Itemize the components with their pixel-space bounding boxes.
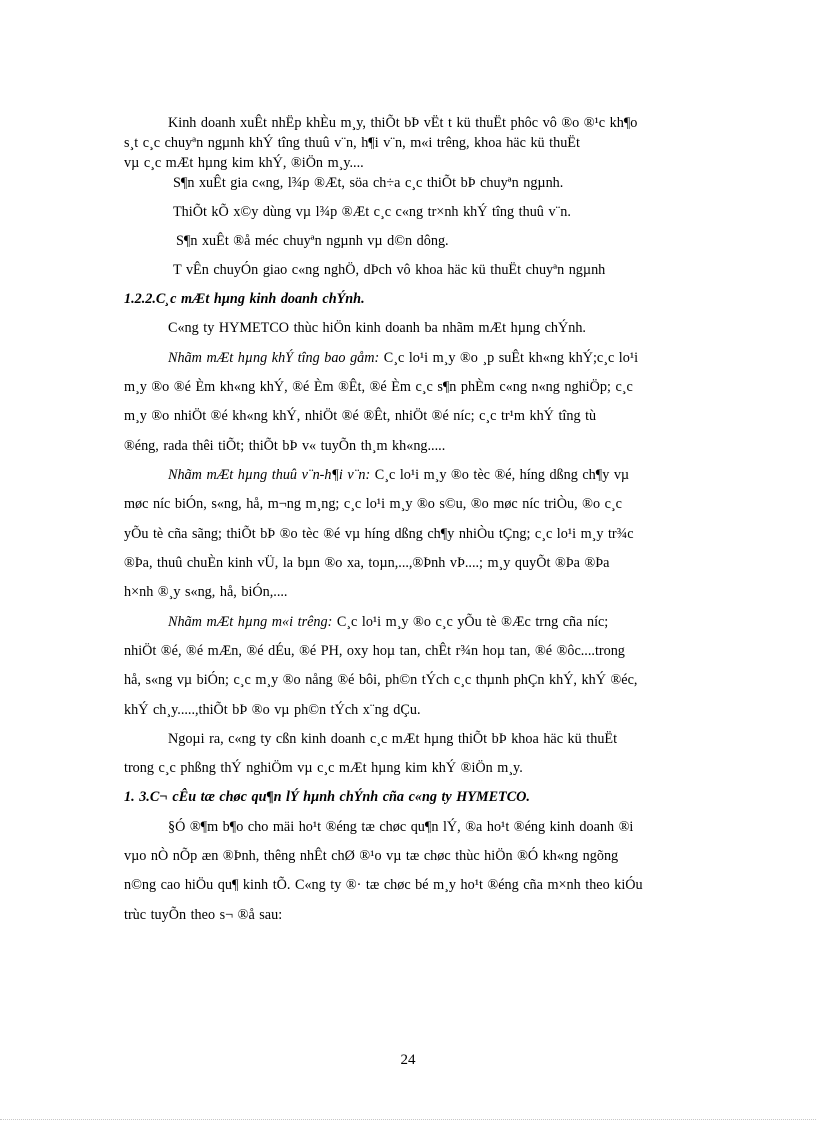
text-line [124, 554, 609, 572]
line-text: C¸c lo¹i m¸y ®o tèc ®é, híng dßng ch¶y vµ [370, 467, 630, 483]
text-line [124, 701, 421, 719]
text-line [124, 134, 580, 152]
text-line [124, 437, 445, 455]
text-line [168, 466, 629, 484]
text-line [176, 232, 449, 250]
line-text: m¸y ®o nhiÖt ®é kh«ng khÝ, nhiÖt ®é ®Êt, nhiÖt ®é níc; c¸c tr¹m khÝ tîng tù [124, 408, 597, 424]
text-line [124, 847, 618, 865]
inline-label: Nhãm mÆt hµng khÝ tîng bao gåm: [168, 350, 380, 366]
text-line [124, 876, 643, 894]
line-text: trùc tuyÕn theo s¬ ®å sau: [124, 907, 283, 923]
text-line [173, 261, 605, 279]
line-text: ®éng, rada thêi tiÕt; thiÕt bÞ v« tuyÕn th¸m kh«ng..... [124, 438, 446, 454]
text-line [168, 114, 637, 132]
line-text: hå, s«ng vµ biÓn; c¸c m¸y ®o nång ®é bôi, ph©n tÝch c¸c thµnh phÇn khÝ, khÝ ®éc, [124, 672, 638, 688]
line-text: møc níc biÓn, s«ng, hå, m¬ng m¸ng; c¸c lo¹i m¸y ®o s©u, ®o møc níc triÒu, ®o c¸c [124, 496, 622, 512]
line-text: Ngoµi ra, c«ng ty cßn kinh doanh c¸c mÆt hµng thiÕt bÞ khoa häc kü thuËt [168, 731, 618, 747]
line-text: S¶n xuÊt gia c«ng, l¾p ®Æt, söa ch÷a c¸c thiÕt bÞ chuyªn ngµnh. [173, 175, 564, 191]
line-text: n©ng cao hiÖu qu¶ kinh tÕ. C«ng ty ®· tæ chøc bé m¸y ho¹t ®éng cña m×nh theo kiÓu [124, 877, 643, 893]
text-line [124, 495, 622, 513]
text-line [124, 154, 364, 172]
page-number: 24 [400, 1052, 416, 1068]
line-text: ThiÕt kÕ x©y dùng vµ l¾p ®Æt c¸c c«ng tr×nh khÝ tîng thuû v¨n. [173, 204, 571, 220]
text-line [168, 349, 638, 367]
line-text: s¸t c¸c chuyªn ngµnh khÝ tîng thuû v¨n, h¶i v¨n, m«i trêng, khoa häc kü thuËt [124, 135, 580, 151]
line-text: nhiÖt ®é, ®é mÆn, ®é dÉu, ®é PH, oxy hoµ tan, chÊt r¾n hoµ tan, ®é ®ôc....trong [124, 643, 625, 659]
text-line [168, 613, 608, 631]
text-line [124, 906, 282, 924]
text-line [124, 759, 523, 777]
line-text: khÝ ch¸y.....,thiÕt bÞ ®o vµ ph©n tÝch x¨ng dÇu. [124, 702, 421, 718]
inline-label: Nhãm mÆt hµng thuû v¨n-h¶i v¨n: [168, 467, 371, 483]
text-line [124, 671, 637, 689]
text-line [124, 407, 596, 425]
section-heading [124, 290, 365, 308]
line-text: vµo nÒ nÕp æn ®Þnh, thêng nhÊt chØ ®¹o vµ tæ chøc thùc hiÖn ®Ó kh«ng ngõng [124, 848, 619, 864]
text-line [124, 583, 287, 601]
line-text: 1. 3.C¬ cÊu tæ chøc qu¶n lÝ hµnh chÝnh cña c«ng ty HYMETCO. [124, 789, 530, 805]
line-text: T vÊn chuyÓn giao c«ng nghÖ, dÞch vô khoa häc kü thuËt chuyªn ngµnh [173, 262, 606, 278]
line-text: m¸y ®o ®é Èm kh«ng khÝ, ®é Èm ®Êt, ®é Èm c¸c s¶n phÈm c«ng n«ng nghiÖp; c¸c [124, 379, 633, 395]
line-text: 1.2.2.C¸c mÆt hµng kinh doanh chÝnh. [124, 291, 365, 307]
text-line [124, 642, 625, 660]
line-text: yÕu tè cña sãng; thiÕt bÞ ®o tèc ®é vµ híng dßng ch¶y nhiÒu tÇng; c¸c lo¹i m¸y tr¾c [124, 526, 634, 542]
text-line [168, 818, 633, 836]
text-line [173, 203, 571, 221]
line-text: ®Þa, thuû chuÈn kinh vÜ, la bµn ®o xa, toµn,...,®Þnh vÞ....; m¸y quyÕt ®Þa ®Þa [124, 555, 610, 571]
line-text: trong c¸c phßng thÝ nghiÖm vµ c¸c mÆt hµng kim khÝ ®iÖn m¸y. [124, 760, 523, 776]
inline-label: Nhãm mÆt hµng m«i trêng: [168, 614, 333, 630]
text-line [173, 174, 563, 192]
line-text: h×nh ®¸y s«ng, hå, biÓn,.... [124, 584, 288, 600]
text-line [168, 730, 617, 748]
page-bottom-rule [0, 1119, 816, 1120]
line-text: C¸c lo¹i m¸y ®o c¸c yÕu tè ®Æc trng cña níc; [332, 614, 609, 630]
line-text: §Ó ®¶m b¶o cho mäi ho¹t ®éng tæ chøc qu¶n lÝ, ®a ho¹t ®éng kinh doanh ®i [168, 819, 634, 835]
section-heading [124, 788, 530, 806]
line-text: Kinh doanh xuÊt nhËp khÈu m¸y, thiÕt bÞ vËt t kü thuËt phôc vô ®o ®¹c kh¶o [168, 115, 638, 131]
line-text: C«ng ty HYMETCO thùc hiÖn kinh doanh ba nhãm mÆt hµng chÝnh. [168, 320, 586, 336]
line-text: S¶n xuÊt ®å méc chuyªn ngµnh vµ d©n dông. [176, 233, 449, 249]
text-line [168, 319, 586, 337]
text-line [124, 525, 634, 543]
line-text: vµ c¸c mÆt hµng kim khÝ, ®iÖn m¸y.... [124, 155, 364, 171]
line-text: C¸c lo¹i m¸y ®o ¸p suÊt kh«ng khÝ;c¸c lo¹i [379, 350, 639, 366]
text-line [124, 378, 633, 396]
